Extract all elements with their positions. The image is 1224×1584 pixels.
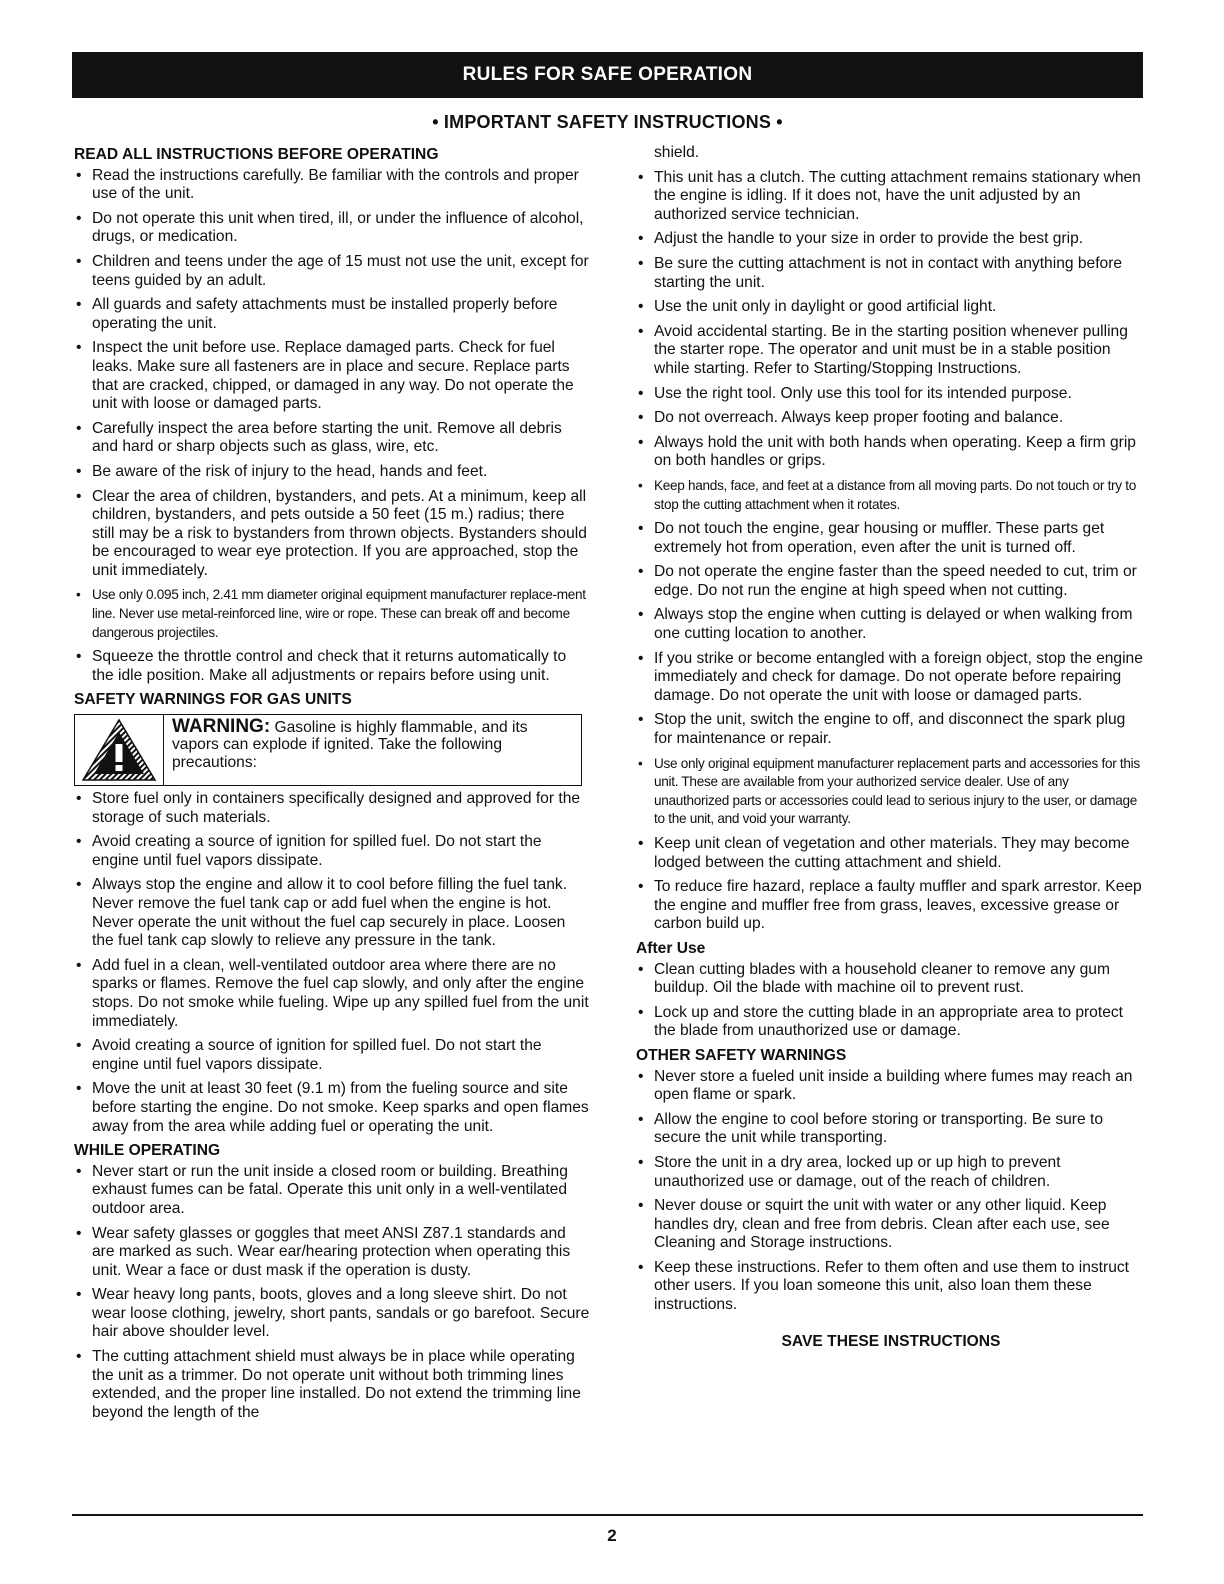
list-item: • Be sure the cutting attachment is not in contact with anything before starting the unit. <box>636 255 1146 292</box>
warning-triangle-icon <box>75 715 164 785</box>
list-item: • If you strike or become entangled with a foreign object, stop the engine immediately and check for damage. Do not operate before repairing damage. Do not operate the unit with loose or damaged parts. <box>636 650 1146 706</box>
list-item: • Never douse or squirt the unit with water or any other liquid. Keep handles dry, clean and free from debris. Clean after each use, see Cleaning and Storage instructions. <box>636 1197 1146 1253</box>
list-item: • Children and teens under the age of 15 must not use the unit, except for teens guided by an adult. <box>74 253 590 290</box>
after-use-list <box>636 961 1146 1041</box>
right-column <box>636 144 1146 1351</box>
list-item: • Use only original equipment manufacturer replacement parts and accessories for this unit. These are available from your authorized service dealer. Use of any unauthorized parts or accessories could lead to serious injury to the user, or damage to the unit, and void your warranty. <box>636 755 1146 829</box>
list-item: • Always stop the engine and allow it to cool before filling the fuel tank. Never remove the fuel tank cap or add fuel when the engine is hot. Never operate the unit without the fuel cap securely in place. Loosen the fuel tank cap slowly to relieve any pressure in the tank. <box>74 876 590 950</box>
list-item: • To reduce fire hazard, replace a faulty muffler and spark arrestor. Keep the engine and muffler free from grass, leaves, excessive grease or carbon build up. <box>636 878 1146 934</box>
left-column <box>74 144 590 1428</box>
list-item: • Be aware of the risk of injury to the head, hands and feet. <box>74 463 590 482</box>
read-instructions-list <box>74 167 590 686</box>
list-item: • Always stop the engine when cutting is delayed or when walking from one cutting location to another. <box>636 606 1146 643</box>
list-item: • Lock up and store the cutting blade in an appropriate area to protect the blade from unauthorized use or damage. <box>636 1004 1146 1041</box>
list-item: • Do not touch the engine, gear housing or muffler. These parts get extremely hot from operation, even after the unit is turned off. <box>636 520 1146 557</box>
while-operating-heading: WHILE OPERATING <box>74 1142 221 1160</box>
list-item: • All guards and safety attachments must be installed properly before operating the unit. <box>74 296 590 333</box>
list-item: • Store fuel only in containers specifically designed and approved for the storage of such materials. <box>74 790 590 827</box>
operating-list-continued <box>636 169 1146 934</box>
list-item: • Keep these instructions. Refer to them often and use them to instruct other users. If you loan someone this unit, also loan them these instructions. <box>636 1259 1146 1315</box>
list-item: • Wear safety glasses or goggles that meet ANSI Z87.1 standards and are marked as such. Wear ear/hearing protection when operating this unit. Wear a face or dust mask if the operation is dusty. <box>74 1225 590 1281</box>
gas-units-list <box>74 790 590 1136</box>
warning-text-block <box>164 715 581 771</box>
warning-label: WARNING: <box>172 716 271 738</box>
list-item: • Stop the unit, switch the engine to off, and disconnect the spark plug for maintenance or repair. <box>636 711 1146 748</box>
list-item: • Always hold the unit with both hands when operating. Keep a firm grip on both handles or grips. <box>636 434 1146 471</box>
section-banner: RULES FOR SAFE OPERATION <box>72 52 1143 98</box>
while-operating-list <box>74 1163 590 1423</box>
save-instructions-text: SAVE THESE INSTRUCTIONS <box>781 1332 1001 1350</box>
warning-box <box>74 714 582 786</box>
list-item: • Clean cutting blades with a household cleaner to remove any gum buildup. Oil the blade with machine oil to prevent rust. <box>636 961 1146 998</box>
page-subtitle: • IMPORTANT SAFETY INSTRUCTIONS • <box>432 112 783 132</box>
list-item: • Store the unit in a dry area, locked up or up high to prevent unauthorized use or damage, out of the reach of children. <box>636 1154 1146 1191</box>
list-item: • Allow the engine to cool before storing or transporting. Be sure to secure the unit while transporting. <box>636 1111 1146 1148</box>
list-item: • Avoid creating a source of ignition for spilled fuel. Do not start the engine until fuel vapors dissipate. <box>74 833 590 870</box>
list-item: • Wear heavy long pants, boots, gloves and a long sleeve shirt. Do not wear loose clothing, jewelry, short pants, sandals or go barefoot. Secure hair above shoulder level. <box>74 1286 590 1342</box>
list-item: • Use only 0.095 inch, 2.41 mm diameter original equipment manufacturer replace-ment line. Never use metal-reinforced line, wire or rope. These can break off and become dangerous projectiles. <box>74 586 590 642</box>
page-number: 2 <box>607 1526 617 1545</box>
list-item: • Keep hands, face, and feet at a distance from all moving parts. Do not touch or try to stop the cutting attachment when it rotates. <box>636 477 1146 514</box>
list-item: • Avoid creating a source of ignition for spilled fuel. Do not start the engine until fuel vapors dissipate. <box>74 1037 590 1074</box>
list-item: • Inspect the unit before use. Replace damaged parts. Check for fuel leaks. Make sure all fasteners are in place and secure. Replace parts that are cracked, chipped, or damaged in any way. Do not operate the unit with loose or damaged parts. <box>74 339 590 413</box>
list-item: • Read the instructions carefully. Be familiar with the controls and proper use of the unit. <box>74 167 590 204</box>
list-item: • Squeeze the throttle control and check that it returns automatically to the idle position. Make all adjustments or repairs before using unit. <box>74 648 590 685</box>
read-instructions-heading: READ ALL INSTRUCTIONS BEFORE OPERATING <box>74 146 439 163</box>
list-item: • Add fuel in a clean, well-ventilated outdoor area where there are no sparks or flames. Remove the fuel cap slowly, and only after the engine stops. Do not smoke while fueling. Wipe up any spilled fuel from the unit immediately. <box>74 957 590 1031</box>
continued-text: shield. <box>654 144 700 161</box>
list-item: • The cutting attachment shield must always be in place while operating the unit as a trimmer. Do not operate unit without both trimming lines extended, and the proper line installed. Do not extend the trimming line beyond the length of the <box>74 1348 590 1422</box>
list-item: • Use the unit only in daylight or good artificial light. <box>636 298 1146 317</box>
warning-message: Gasoline is highly flammable, and its vapors can explode if ignited. Take the following precautions: <box>172 719 528 771</box>
list-item: • Carefully inspect the area before starting the unit. Remove all debris and hard or sharp objects such as glass, wire, etc. <box>74 420 590 457</box>
list-item: • Do not overreach. Always keep proper footing and balance. <box>636 409 1146 428</box>
list-item: • Use the right tool. Only use this tool for its intended purpose. <box>636 385 1146 404</box>
list-item: • Never store a fueled unit inside a building where fumes may reach an open flame or spark. <box>636 1068 1146 1105</box>
list-item: • Never start or run the unit inside a closed room or building. Breathing exhaust fumes can be fatal. Operate this unit only in a well-ventilated outdoor area. <box>74 1163 590 1219</box>
other-warnings-list <box>636 1068 1146 1315</box>
list-item: • Move the unit at least 30 feet (9.1 m) from the fueling source and site before starting the engine. Do not smoke. Keep sparks and open flames away from the area while adding fuel or operating the unit. <box>74 1080 590 1136</box>
other-warnings-heading: OTHER SAFETY WARNINGS <box>636 1046 847 1064</box>
footer-divider <box>72 1514 1143 1516</box>
list-item: • Do not operate this unit when tired, ill, or under the influence of alcohol, drugs, or medication. <box>74 210 590 247</box>
list-item: • Keep unit clean of vegetation and other materials. They may become lodged between the cutting attachment and shield. <box>636 835 1146 872</box>
list-item: • Adjust the handle to your size in order to provide the best grip. <box>636 230 1146 249</box>
after-use-heading: After Use <box>636 939 706 957</box>
list-item: • Clear the area of children, bystanders, and pets. At a minimum, keep all children, bystanders, and pets outside a 50 feet (15 m.) radius; there still may be a risk to bystanders from thrown objects. Bystanders should be encouraged to wear eye protection. If you are approached, stop the unit immediately. <box>74 488 590 581</box>
list-item: • This unit has a clutch. The cutting attachment remains stationary when the engine is idling. If it does not, have the unit adjusted by an authorized service technician. <box>636 169 1146 225</box>
list-item: • Do not operate the engine faster than the speed needed to cut, trim or edge. Do not run the engine at high speed when not cutting. <box>636 563 1146 600</box>
gas-units-heading: SAFETY WARNINGS FOR GAS UNITS <box>74 691 352 709</box>
list-item: • Avoid accidental starting. Be in the starting position whenever pulling the starter rope. The operator and unit must be in a stable position while starting. Refer to Starting/Stopping Instructions. <box>636 323 1146 379</box>
